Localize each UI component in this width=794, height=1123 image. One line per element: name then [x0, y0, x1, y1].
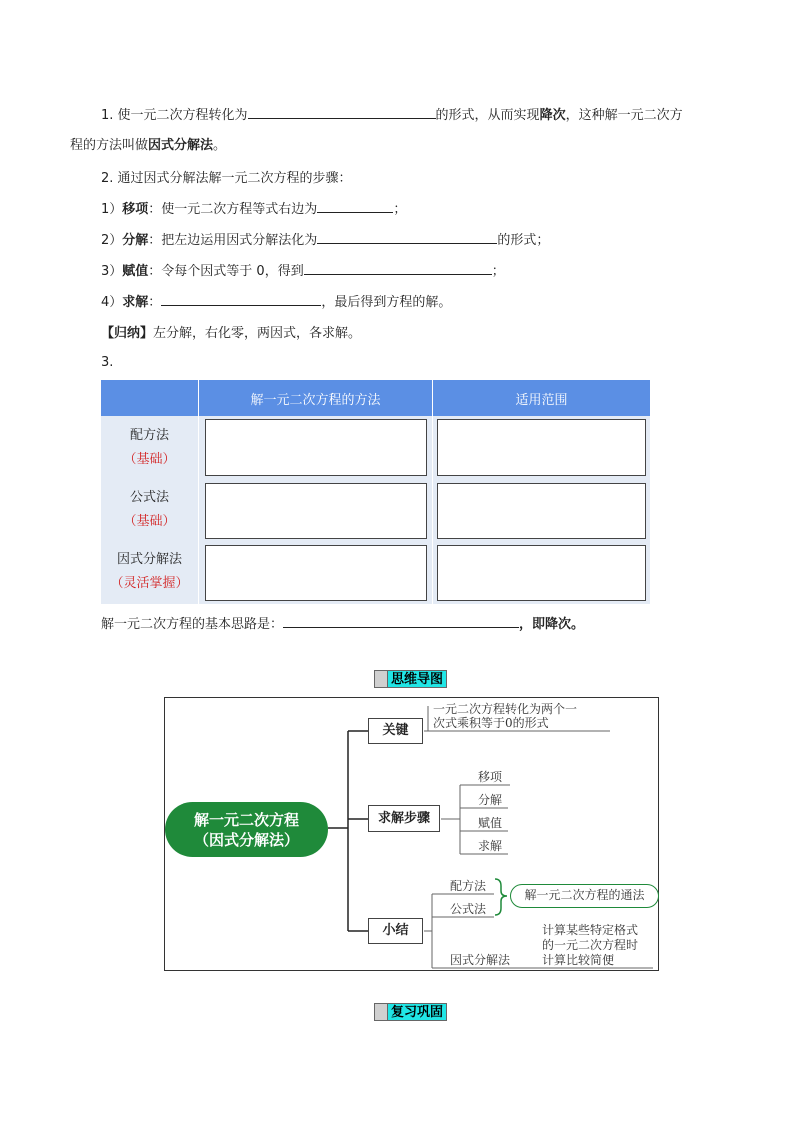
- q3-footer: [101, 613, 584, 632]
- mind-map: [164, 697, 659, 971]
- step-item: 赋值: [478, 816, 503, 830]
- table-header-empty: [101, 380, 198, 416]
- q2-step3-text: ：令每个因式等于 0，得到: [148, 264, 304, 279]
- node-summary: 小结: [368, 918, 423, 944]
- q1-mid: 的形式，从而实现: [435, 108, 540, 123]
- q3-footer-post: ，即降次。: [519, 617, 585, 632]
- key-desc-line1: 一元二次方程转化为两个一: [433, 702, 578, 716]
- q2-step1-text: ：使一元二次方程等式右边为: [148, 202, 318, 217]
- q2-step1-end: ；: [393, 202, 407, 217]
- q1-post: ，这种解一元二次方: [565, 108, 683, 123]
- q2-step2-keyword: 分解: [122, 233, 149, 248]
- summary-method: 因式分解法: [450, 953, 511, 967]
- q2-step3-end: ；: [491, 264, 505, 279]
- row-method-name: 因式分解法: [116, 552, 182, 567]
- table-divider: [432, 380, 433, 604]
- table-cell-input[interactable]: [437, 419, 646, 476]
- q2-step2-text: ：把左边运用因式分解法化为: [148, 233, 318, 248]
- section-title: 复习巩固: [387, 1003, 447, 1021]
- q3-footer-pre: 解一元二次方程的基本思路是：: [101, 617, 284, 632]
- q2-step2-num: 2）: [101, 233, 123, 248]
- q2-step4-keyword: 求解: [122, 295, 149, 310]
- root-line1: 解一元二次方程: [193, 810, 299, 829]
- summary-note-line3: 计算比较简便: [542, 953, 615, 967]
- q2-step4-num: 4）: [101, 295, 123, 310]
- q1-line1: [101, 104, 683, 123]
- q1-keyword-method: 因式分解法: [148, 138, 214, 153]
- key-desc-line2: 次式乘积等于0的形式: [433, 716, 549, 730]
- q2-step3: [101, 260, 505, 279]
- q1-pre: 1. 使一元二次方程转化为: [101, 108, 248, 123]
- section-marker-icon: [374, 1003, 388, 1021]
- q2-step2: [101, 229, 549, 248]
- q3-footer-blank[interactable]: [283, 613, 519, 628]
- q2-step1-keyword: 移项: [122, 202, 149, 217]
- q1-keyword-jiangci: 降次: [539, 108, 566, 123]
- table-divider: [198, 380, 199, 604]
- q2-step1-blank[interactable]: [317, 198, 393, 213]
- q3-number: 3.: [101, 355, 114, 370]
- table-header-scope: 适用范围: [433, 380, 650, 416]
- q2-step3-num: 3）: [101, 264, 123, 279]
- q1-line2: [70, 134, 226, 153]
- root-line2: （因式分解法）: [193, 830, 299, 849]
- table-cell-input[interactable]: [205, 545, 427, 601]
- table-cell-input[interactable]: [437, 545, 646, 601]
- summary-method: 配方法: [450, 879, 487, 893]
- mind-map-root: [165, 802, 328, 857]
- q2-step1-num: 1）: [101, 202, 123, 217]
- row-method-tag: （基础）: [123, 452, 176, 467]
- q2-step1: [101, 198, 406, 217]
- q1-blank[interactable]: [248, 104, 436, 119]
- summary-note-line1: 计算某些特定格式: [542, 923, 639, 937]
- q1-line2-pre: 程的方法叫做: [70, 138, 149, 153]
- row-method-name: 配方法: [129, 428, 169, 443]
- table-row-label: [101, 548, 198, 596]
- table-header-method: 解一元二次方程的方法: [199, 380, 432, 416]
- node-key: 关键: [368, 718, 423, 744]
- q2-step4: [101, 291, 451, 310]
- step-item: 分解: [478, 793, 503, 807]
- row-method-name: 公式法: [129, 490, 169, 505]
- q2-step3-keyword: 赋值: [122, 264, 149, 279]
- summary-text: 左分解，右化零，两因式，各求解。: [153, 326, 362, 341]
- summary-bracket-label: 【归纳】: [101, 326, 154, 341]
- q2-step2-blank[interactable]: [317, 229, 497, 244]
- summary-note-line2: 的一元二次方程时: [542, 938, 639, 952]
- q2-step2-end: 的形式；: [497, 233, 550, 248]
- q2-step4-blank[interactable]: [161, 291, 321, 306]
- methods-table: [101, 380, 650, 604]
- summary-method: 公式法: [450, 902, 487, 916]
- table-row-label: [101, 424, 198, 472]
- table-cell-input[interactable]: [437, 483, 646, 539]
- general-method-pill: 解一元二次方程的通法: [510, 884, 659, 908]
- table-row-label: [101, 486, 198, 534]
- q1-line2-post: 。: [213, 138, 227, 153]
- q2-step4-end: ，最后得到方程的解。: [321, 295, 452, 310]
- row-method-tag: （灵活掌握）: [110, 576, 189, 591]
- q2-title: 2. 通过因式分解法解一元二次方程的步骤：: [101, 171, 352, 186]
- node-steps: 求解步骤: [368, 805, 440, 832]
- table-cell-input[interactable]: [205, 483, 427, 539]
- step-item: 求解: [478, 839, 503, 853]
- section-header-review: [374, 1003, 452, 1021]
- section-title: 思维导图: [387, 670, 447, 688]
- section-marker-icon: [374, 670, 388, 688]
- q2-step3-blank[interactable]: [304, 260, 492, 275]
- step-item: 移项: [478, 770, 503, 784]
- table-cell-input[interactable]: [205, 419, 427, 476]
- q2-summary: [101, 322, 361, 341]
- section-header-mindmap: [374, 670, 452, 688]
- q2-step4-text: ：: [148, 295, 162, 310]
- row-method-tag: （基础）: [123, 514, 176, 529]
